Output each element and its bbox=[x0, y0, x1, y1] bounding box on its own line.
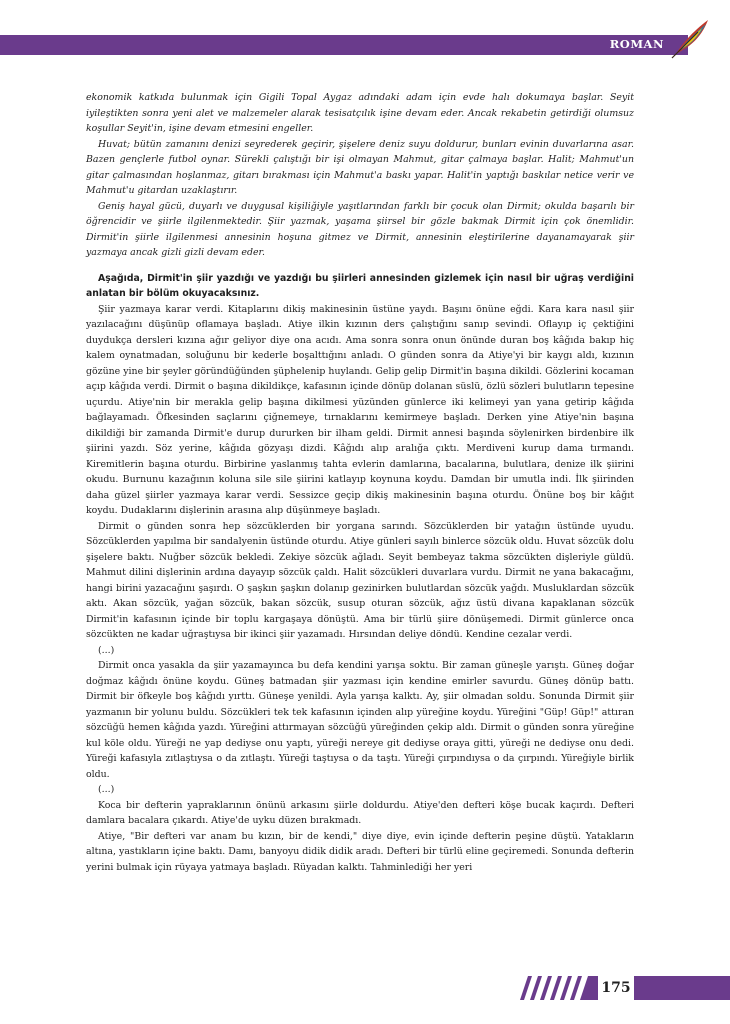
section-title: ROMAN bbox=[609, 37, 664, 51]
intro-paragraph-2: Huvat; bütün zamanını denizi seyrederek geçirir, şişelere deniz suyu doldurur, bunları evinin duvarlarına asar. Bazen gençlerle futbol oynar. Sürekli çalıştığı bir işi olmayan Mahmut, gitar çalmaya başlar. Halit; Mahmut'un gitar çalmasından hoşlanmaz, gitarı bırakması için Mahmut'a baskı yapar. Halit'in yaptığı baskılar netice verir ve Mahmut'u gitardan uzaklaştırır. bbox=[86, 138, 634, 196]
excerpt-paragraph-5: Atiye, "Bir defteri var anam bu kızın, bir de kendi," diye diye, evin içinde defterin peşine düştü. Yatakların altına, yastıkların içine baktı. Damı, banyoyu didik didik aradı. Defteri bir türlü eline geçiremedi. Sonunda defterin yerini bulmak için rüyaya yatmaya başladı. Rüyadan kalktı. Tahminlediği her yeri bbox=[86, 830, 634, 873]
excerpt-ellipsis-1: (...) bbox=[98, 644, 115, 656]
header-band bbox=[0, 35, 688, 55]
excerpt-paragraph-1: Şiir yazmaya karar verdi. Kitaplarını dikiş makinesinin üstüne yaydı. Başını önüne eğdi. Kara kara nasıl şiir yazılacağını düşünüp oflamaya başladı. Atiye ilkin kızının ders çalıştığını sanıp sevindi. Oflayıp iç çektiğini duydukça dersleri kızına ağır geliyor diye ona acıdı. Ama sonra sonra onun önünde duran boş kâğıda bakıp hiç kalem oynatmadan, soluğunu bir kederle boşalttığını anladı. O günden sonra da Atiye'yi bir kaygı aldı, kızının gözüne yine bir şeyler göründüğünden şüphelenip huylandı. Gelip gelip Dirmit'in başına dikildi. Gözlerini kocaman açıp kâğıda verdi. Dirmit o başına dikildikçe, kafasının içinde dönüp dolanan süslü, özlü sözleri bulutların tepesine uçurdu. Atiye'nin bir merakla gelip başına dikilmesi yüzünden günlerce iki kelimeyi yan yana getirip kâğıda bağlayamadı. Öfkesinden saçlarını çiğnemeye, tırnaklarını kemirmeye başladı. Derken yine Atiye'nin başına dikildiği bir zamanda Dirmit'e durup dururken bir ilham geldi. Dirmit annesi başında söylenirken birdenbire ilk şiirini yazdı. Söz yerine, kâğıda gözyaşı dizdi. Kâğıdı alıp aralığa çıktı. Merdiveni kurup dama tırmandı. Kiremitlerin başına oturdu. Birbirine yaslanmış tahta evlerin damlarına, bacalarına, bulutlara, denize ilk şiirini okudu. Burnunu kazağının koluna sile sile şiirini katlayıp koynuna koydu. Damdan bir umutla indi. İlk şiirinden daha güzel şiirler yazmaya karar verdi. Sessizce geçip dikiş makinesinin başına oturdu. Önüne boş bir kâğıt koydu. Dudaklarını dişlerinin arasına alıp düşünmeye başladı. bbox=[86, 303, 634, 516]
excerpt-paragraph-2: Dirmit o günden sonra hep sözcüklerden bir yorgana sarındı. Sözcüklerden bir yatağın üstünde uyudu. Sözcüklerden yapılma bir sandalyenin üstünde oturdu. Atiye günleri sayılı binlerce sözcük oldu. Huvat sözcük dolu şişelere baktı. Nuğber sözcük bekledi. Zekiye sözcük ağladı. Seyit bembeyaz takma sözcükten dişleriyle güldü. Mahmut dilini dişlerinin ardına dayayıp sözcük çaldı. Halit sözcükleri duvarlara vurdu. Dirmit ne yana bakacağını, hangi birini yazacağını şaşırdı. O şaşkın şaşkın dolanıp gezinirken bulutlardan sözcük yağdı. Musluklardan sözcük aktı. Akan sözcük, yağan sözcük, bakan sözcük, susup oturan sözcük, ağız üstü divana kapaklanan sözcük Dirmit'in kafasının içinde bir toplu kargaşaya dönüştü. Ama bir türlü şiire dönüşemedi. Dirmit günlerce onca sözcükten ne kadar uğraştıysa bir ikinci şiir yazamadı. Hırsından deliye döndü. Kendine cezalar verdi. bbox=[86, 520, 634, 640]
intro-paragraph-1: ekonomik katkıda bulunmak için Gigili Topal Aygaz adındaki adam için evde halı dokumaya başlar. Seyit iyileştikten sonra yeni alet ve malzemeler alarak tesisatçılık işine devam eder. Ancak rekabetin getirdiği olumsuz koşullar Seyit'in, işine devam etmesini engeller. bbox=[86, 92, 634, 134]
excerpt-paragraph-3: Dirmit onca yasakla da şiir yazamayınca bu defa kendini yarışa soktu. Bir zaman güneşle yarıştı. Güneş doğar doğmaz kâğıdı önüne koydu. Güneş batmadan şiir yazması için kendine emirler savurdu. Güneş dönüp battı. Dirmit bir öfkeyle boş kâğıdı yırttı. Güneşe yenildi. Ayla yarışa kalktı. Ay, şiir olmadan soldu. Sonunda Dirmit şiir yazmanın bir yolunu buldu. Sözcükleri tek tek kafasının içinden alıp yüreğine koydu. Yüreğini "Güp! Güp!" attıran sözcüğü hemen kâğıda yazdı. Yüreğini attırmayan sözcüğü yüreğinden çekip aldı. Dirmit o günden sonra yüreğine kul köle oldu. Yüreği ne yap dediyse onu yaptı, yüreği nereye git dediyse oraya gitti, yüreği ne dediyse onu dedi. Yüreği kafasıyla zıtlaştıysa o da zıtlaştı. Yüreği taştıysa o da taştı. Yüreği çırpındıysa o da çırpındı. Yüreğiyle birlik oldu. bbox=[86, 660, 634, 780]
footer-stripes bbox=[520, 976, 600, 1000]
footer-bar bbox=[634, 976, 730, 1000]
feather-quill-icon bbox=[664, 14, 714, 62]
intro-summary bbox=[86, 90, 634, 261]
intro-paragraph-3: Geniş hayal gücü, duyarlı ve duygusal kişiliğiyle yaşıtlarından farklı bir çocuk olan Dirmit; okulda başarılı bir öğrencidir ve şiirle ilgilenmektedir. Şiir yazmak, yaşama şiirsel bir gözle bakmak Dirmit için çok önemlidir. Dirmit'in şiirle ilgilenmesi annesinin hoşuna gitmez ve Dirmit, annesinin eleştirilerine dayanamayarak şiir yazmaya ancak gizli gizli devam eder. bbox=[86, 200, 634, 258]
excerpt-ellipsis-2: (...) bbox=[98, 784, 115, 795]
reading-question: Aşağıda, Dirmit'in şiir yazdığı ve yazdığı bu şiirleri annesinden gizlemek için nasıl bir uğraş verdiğini anlatan bir bölüm okuyacaksınız. bbox=[86, 272, 634, 299]
novel-excerpt bbox=[86, 302, 634, 876]
excerpt-paragraph-4: Koca bir defterin yapraklarının önünü arkasını şiirle doldurdu. Atiye'den defteri köşe bucak kaçırdı. Defteri damlara bacalara çıkardı. Atiye'de uyku düzen bırakmadı. bbox=[86, 799, 634, 826]
page-number: 175 bbox=[598, 976, 634, 1000]
page-content bbox=[86, 90, 634, 875]
